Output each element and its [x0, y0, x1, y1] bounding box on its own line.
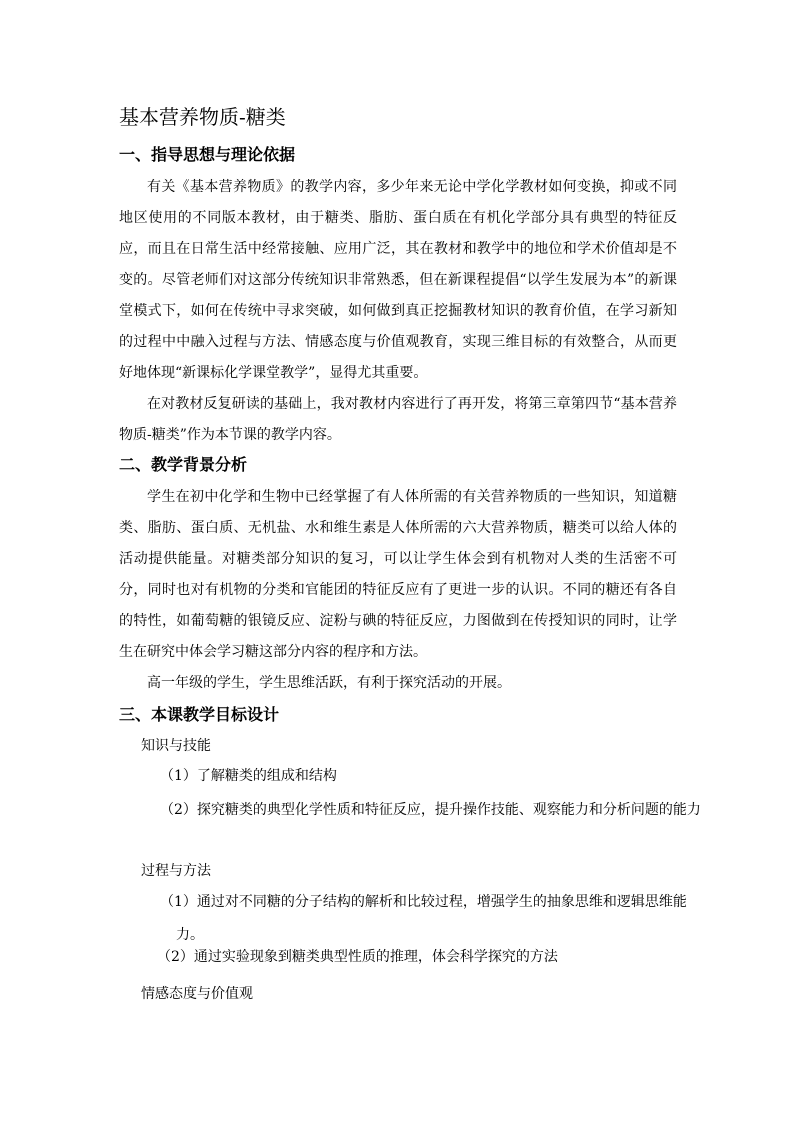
item-number: （1）: [160, 768, 197, 784]
item-number: （1）: [160, 894, 197, 910]
section2-paragraph-2: 高一年级的学生，学生思维活跃，有利于探究活动的开展。: [147, 675, 511, 691]
item-text: 了解糖类的组成和结构: [196, 768, 337, 784]
document-title: 基本营养物质-糖类: [119, 105, 286, 129]
section1-paragraph-2: 在对教材反复研读的基础上，我对教材内容进行了再开发，将第三章第四节“基本营养物质-糖类”作为本节课的教学内容。: [119, 396, 677, 443]
section-heading-teaching-objectives: 三、本课教学目标设计: [119, 705, 280, 724]
item-text: 通过实验现象到糖类典型性质的推理，体会科学探究的方法: [193, 949, 558, 965]
objective-process-label: 过程与方法: [141, 863, 211, 879]
section1-paragraph-1: 有关《基本营养物质》的教学内容，多少年来无论中学化学教材如何变换，抑或不同地区使用的不同版本教材，由于糖类、脂肪、蛋白质在有机化学部分具有典型的特征反应，而且在日常生活中经常接触、应用广泛，其在教材和教学中的地位和学术价值却是不变的。尽管老师们对这部分传统知识非常熟悉，但在新课程提倡“以学生发展为本”的新课堂模式下，如何在传统中寻求突破，如何做到真正挖掘教材知识的教育价值，在学习新知的过程中中融入过程与方法、情感态度与价值观教育，实现三维目标的有效整合，从而更好地体现“新课标化学课堂教学”，显得尤其重要。: [119, 179, 677, 381]
objective-process-item-2: [157, 942, 677, 973]
item-text: 探究糖类的典型化学性质和特征反应，提升操作技能、观察能力和分析问题的能力: [196, 802, 701, 818]
objective-knowledge-label: 知识与技能: [141, 738, 211, 754]
section-heading-guiding-ideas: 一、指导思想与理论依据: [119, 145, 296, 164]
item-number: （2）: [157, 949, 194, 965]
objective-knowledge-item-2: [160, 794, 702, 827]
item-number: （2）: [160, 802, 197, 818]
objective-knowledge-item-1: [160, 761, 680, 792]
section-heading-teaching-background: 二、教学背景分析: [119, 455, 248, 474]
objective-emotion-label: 情感态度与价值观: [141, 986, 253, 1002]
item-text: 通过对不同糖的分子结构的解析和比较过程，增强学生的抽象思维和逻辑思维能力。: [176, 894, 687, 943]
section2-paragraph-1: 学生在初中化学和生物中已经掌握了有人体所需的有关营养物质的一些知识，知道糖类、脂肪、蛋白质、无机盐、水和维生素是人体所需的六大营养物质，糖类可以给人体的活动提供能量。对糖类部分知识的复习，可以让学生体会到有机物对人类的生活密不可分，同时也对有机物的分类和官能团的特征反应有了更进一步的认识。不同的糖还有各自的特性，如葡萄糖的银镜反应、淀粉与碘的特征反应，力图做到在传授知识的同时，让学生在研究中体会学习糖这部分内容的程序和方法。: [119, 489, 677, 660]
